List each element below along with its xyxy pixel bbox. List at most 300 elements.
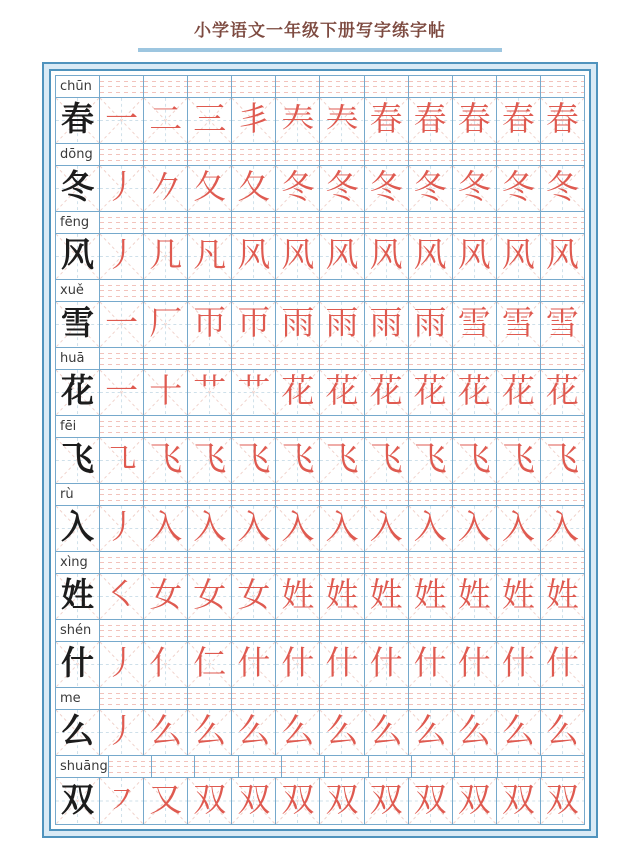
stroke-step-character: 风 bbox=[413, 238, 447, 274]
stroke-step-character: 风 bbox=[457, 238, 491, 274]
stroke-step-character: 飞 bbox=[369, 442, 403, 478]
stroke-step-character: 双 bbox=[281, 782, 315, 819]
pinyin-cell bbox=[541, 76, 584, 98]
stroke-step-character: 雪 bbox=[545, 306, 579, 342]
practice-cell bbox=[144, 234, 188, 280]
stroke-step-character: 飞 bbox=[149, 442, 183, 478]
stroke-step-character: 什 bbox=[281, 646, 315, 682]
pinyin-cell bbox=[276, 144, 320, 166]
model-character-cell bbox=[56, 302, 100, 348]
stroke-step-character: 入 bbox=[501, 510, 535, 546]
pinyin-label-cell bbox=[56, 212, 100, 234]
pinyin-cell bbox=[453, 348, 497, 370]
stroke-step-character: 么 bbox=[281, 714, 315, 750]
practice-cell bbox=[276, 166, 320, 212]
practice-cell bbox=[144, 778, 188, 824]
practice-cell bbox=[497, 370, 541, 416]
pinyin-cell bbox=[365, 484, 409, 506]
practice-cell bbox=[497, 574, 541, 620]
practice-cell bbox=[188, 302, 232, 348]
character-row bbox=[56, 778, 584, 824]
pinyin-cell bbox=[188, 688, 232, 710]
title-underline bbox=[138, 48, 502, 52]
practice-cell bbox=[232, 778, 276, 824]
pinyin-cell bbox=[188, 76, 232, 98]
pinyin-label-cell bbox=[56, 688, 100, 710]
stroke-step-character: 入 bbox=[545, 510, 579, 546]
model-character-cell bbox=[56, 778, 100, 824]
stroke-step-character: 双 bbox=[237, 782, 271, 819]
practice-cell bbox=[365, 166, 409, 212]
stroke-step-character: 入 bbox=[149, 510, 183, 546]
stroke-step-character: 春 bbox=[369, 102, 403, 138]
pinyin-cell bbox=[365, 348, 409, 370]
stroke-step-character: 雨 bbox=[325, 306, 359, 342]
pinyin-cell bbox=[497, 280, 541, 302]
stroke-step-character: 飞 bbox=[281, 442, 315, 478]
practice-cell bbox=[100, 438, 144, 484]
stroke-step-character: 帀 bbox=[193, 306, 227, 342]
practice-cell bbox=[232, 98, 276, 144]
stroke-step-character: 什 bbox=[545, 646, 579, 682]
pinyin-label: rù bbox=[60, 487, 74, 502]
pinyin-cell bbox=[365, 416, 409, 438]
stroke-step-character: 一 bbox=[105, 102, 139, 138]
pinyin-cell bbox=[365, 76, 409, 98]
practice-cell bbox=[365, 506, 409, 552]
model-character: 春 bbox=[61, 102, 95, 138]
pinyin-cell bbox=[232, 348, 276, 370]
practice-cell bbox=[320, 574, 364, 620]
stroke-step-character: 双 bbox=[545, 782, 579, 819]
practice-cell bbox=[409, 642, 453, 688]
pinyin-cell bbox=[144, 280, 188, 302]
practice-cell bbox=[100, 302, 144, 348]
pinyin-cell bbox=[365, 212, 409, 234]
stroke-step-character: 冬 bbox=[281, 170, 315, 206]
pinyin-cell bbox=[365, 688, 409, 710]
stroke-step-character: 入 bbox=[193, 510, 227, 546]
practice-cell bbox=[320, 710, 364, 756]
pinyin-cell bbox=[365, 280, 409, 302]
stroke-step-character: 花 bbox=[369, 374, 403, 410]
pinyin-label-cell bbox=[56, 280, 100, 302]
stroke-step-character: 风 bbox=[325, 238, 359, 274]
stroke-step-character: 夂 bbox=[237, 170, 271, 206]
pinyin-cell bbox=[541, 416, 584, 438]
model-character: 飞 bbox=[61, 442, 95, 478]
model-character: 冬 bbox=[61, 170, 95, 206]
pinyin-cell bbox=[100, 484, 144, 506]
pinyin-label: shén bbox=[60, 623, 92, 638]
stroke-step-character: 双 bbox=[193, 782, 227, 819]
model-character: 花 bbox=[61, 374, 95, 410]
stroke-step-character: ㇈ bbox=[105, 442, 139, 478]
pinyin-label-cell bbox=[56, 144, 100, 166]
practice-cell bbox=[453, 778, 497, 824]
pinyin-cell bbox=[409, 212, 453, 234]
pinyin-row bbox=[56, 552, 584, 574]
stroke-step-character: 冬 bbox=[457, 170, 491, 206]
stroke-step-character: 花 bbox=[457, 374, 491, 410]
pinyin-cell bbox=[276, 76, 320, 98]
pinyin-cell bbox=[188, 144, 232, 166]
practice-cell bbox=[100, 710, 144, 756]
practice-cell bbox=[453, 710, 497, 756]
pinyin-cell bbox=[365, 552, 409, 574]
practice-cell bbox=[365, 778, 409, 824]
character-row bbox=[56, 166, 584, 212]
practice-cell bbox=[541, 166, 584, 212]
pinyin-cell bbox=[144, 76, 188, 98]
stroke-step-character: 飞 bbox=[325, 442, 359, 478]
pinyin-cell bbox=[497, 416, 541, 438]
stroke-step-character: 么 bbox=[193, 714, 227, 750]
stroke-step-character: 么 bbox=[369, 714, 403, 750]
pinyin-cell bbox=[239, 756, 282, 778]
pinyin-cell bbox=[409, 620, 453, 642]
pinyin-cell bbox=[497, 212, 541, 234]
pinyin-cell bbox=[541, 552, 584, 574]
practice-cell bbox=[541, 438, 584, 484]
pinyin-cell bbox=[195, 756, 238, 778]
stroke-step-character: 女 bbox=[149, 578, 183, 614]
practice-cell bbox=[320, 166, 364, 212]
character-row bbox=[56, 506, 584, 552]
practice-cell bbox=[276, 710, 320, 756]
pinyin-row bbox=[56, 76, 584, 98]
pinyin-cell bbox=[453, 416, 497, 438]
stroke-step-character: 丿 bbox=[105, 238, 139, 274]
stroke-step-character: 姓 bbox=[281, 578, 315, 614]
stroke-step-character: 春 bbox=[501, 102, 535, 138]
pinyin-cell bbox=[232, 416, 276, 438]
stroke-step-character: 飞 bbox=[501, 442, 535, 478]
pinyin-cell bbox=[409, 76, 453, 98]
stroke-step-character: 𡗗 bbox=[325, 102, 359, 138]
practice-cell bbox=[320, 370, 364, 416]
practice-cell bbox=[497, 642, 541, 688]
stroke-step-character: 么 bbox=[325, 714, 359, 750]
practice-cell bbox=[541, 710, 584, 756]
stroke-step-character: 双 bbox=[325, 782, 359, 819]
pinyin-cell bbox=[188, 280, 232, 302]
practice-cell bbox=[188, 370, 232, 416]
model-character: 姓 bbox=[61, 578, 95, 614]
pinyin-cell bbox=[144, 552, 188, 574]
practice-cell bbox=[497, 166, 541, 212]
stroke-step-character: 丿 bbox=[105, 714, 139, 750]
practice-cell bbox=[188, 574, 232, 620]
model-character-cell bbox=[56, 710, 100, 756]
stroke-step-character: 风 bbox=[369, 238, 403, 274]
model-character-cell bbox=[56, 642, 100, 688]
practice-cell bbox=[409, 166, 453, 212]
stroke-step-character: 花 bbox=[281, 374, 315, 410]
practice-cell bbox=[100, 574, 144, 620]
character-row bbox=[56, 302, 584, 348]
practice-cell bbox=[365, 234, 409, 280]
practice-cell bbox=[188, 234, 232, 280]
pinyin-cell bbox=[365, 144, 409, 166]
stroke-step-character: 姓 bbox=[457, 578, 491, 614]
practice-cell bbox=[100, 234, 144, 280]
practice-cell bbox=[188, 166, 232, 212]
stroke-step-character: 雨 bbox=[369, 306, 403, 342]
practice-cell bbox=[144, 370, 188, 416]
practice-cell bbox=[144, 642, 188, 688]
practice-cell bbox=[232, 642, 276, 688]
pinyin-cell bbox=[409, 688, 453, 710]
practice-cell bbox=[365, 98, 409, 144]
pinyin-cell bbox=[276, 552, 320, 574]
practice-cell bbox=[188, 98, 232, 144]
pinyin-cell bbox=[497, 688, 541, 710]
pinyin-cell bbox=[541, 688, 584, 710]
pinyin-label: huā bbox=[60, 351, 85, 366]
pinyin-cell bbox=[144, 416, 188, 438]
practice-cell bbox=[453, 642, 497, 688]
practice-cell bbox=[144, 710, 188, 756]
practice-cell bbox=[232, 574, 276, 620]
practice-cell bbox=[232, 302, 276, 348]
practice-cell bbox=[497, 234, 541, 280]
stroke-step-character: 三 bbox=[193, 102, 227, 138]
character-row bbox=[56, 710, 584, 756]
pinyin-cell bbox=[320, 484, 364, 506]
stroke-step-character: 么 bbox=[149, 714, 183, 750]
stroke-step-character: 什 bbox=[501, 646, 535, 682]
stroke-step-character: 丿 bbox=[105, 646, 139, 682]
pinyin-label: fēng bbox=[60, 215, 90, 230]
practice-cell bbox=[320, 98, 364, 144]
practice-cell bbox=[100, 166, 144, 212]
practice-cell bbox=[409, 302, 453, 348]
pinyin-cell bbox=[144, 620, 188, 642]
pinyin-row bbox=[56, 620, 584, 642]
practice-cell bbox=[365, 438, 409, 484]
stroke-step-character: 一 bbox=[105, 374, 139, 410]
practice-cell bbox=[541, 506, 584, 552]
stroke-step-character: 二 bbox=[149, 102, 183, 138]
practice-cell bbox=[409, 438, 453, 484]
stroke-step-character: 花 bbox=[325, 374, 359, 410]
stroke-step-character: 风 bbox=[501, 238, 535, 274]
pinyin-cell bbox=[320, 688, 364, 710]
copybook-frame bbox=[42, 62, 598, 838]
pinyin-cell bbox=[100, 688, 144, 710]
pinyin-cell bbox=[409, 484, 453, 506]
pinyin-cell bbox=[100, 280, 144, 302]
pinyin-cell bbox=[144, 144, 188, 166]
practice-cell bbox=[276, 370, 320, 416]
practice-cell bbox=[497, 98, 541, 144]
pinyin-cell bbox=[144, 688, 188, 710]
model-character-cell bbox=[56, 506, 100, 552]
practice-cell bbox=[320, 642, 364, 688]
pinyin-cell bbox=[144, 212, 188, 234]
model-character: 么 bbox=[61, 714, 95, 750]
practice-cell bbox=[188, 642, 232, 688]
stroke-step-character: 么 bbox=[501, 714, 535, 750]
pinyin-row bbox=[56, 144, 584, 166]
stroke-step-character: 冬 bbox=[501, 170, 535, 206]
practice-cell bbox=[144, 166, 188, 212]
pinyin-label-cell bbox=[56, 484, 100, 506]
stroke-step-character: 什 bbox=[369, 646, 403, 682]
stroke-step-character: 姓 bbox=[545, 578, 579, 614]
character-row bbox=[56, 438, 584, 484]
stroke-step-character: 女 bbox=[237, 578, 271, 614]
practice-cell bbox=[100, 778, 144, 824]
practice-cell bbox=[453, 234, 497, 280]
practice-cell bbox=[276, 98, 320, 144]
pinyin-label: chūn bbox=[60, 79, 92, 94]
practice-cell bbox=[541, 574, 584, 620]
stroke-step-character: 双 bbox=[413, 782, 447, 819]
pinyin-cell bbox=[320, 416, 364, 438]
practice-cell bbox=[144, 98, 188, 144]
character-row bbox=[56, 370, 584, 416]
pinyin-cell bbox=[409, 552, 453, 574]
stroke-step-character: 厂 bbox=[149, 306, 183, 342]
pinyin-label-cell bbox=[56, 620, 100, 642]
practice-cell bbox=[409, 370, 453, 416]
character-row bbox=[56, 234, 584, 280]
practice-cell bbox=[453, 166, 497, 212]
practice-cell bbox=[232, 234, 276, 280]
stroke-step-character: 花 bbox=[545, 374, 579, 410]
model-character-cell bbox=[56, 438, 100, 484]
model-character-cell bbox=[56, 98, 100, 144]
pinyin-cell bbox=[188, 552, 232, 574]
pinyin-cell bbox=[276, 688, 320, 710]
practice-cell bbox=[365, 574, 409, 620]
pinyin-cell bbox=[188, 348, 232, 370]
stroke-step-character: 入 bbox=[369, 510, 403, 546]
practice-grid bbox=[55, 75, 585, 825]
pinyin-cell bbox=[497, 552, 541, 574]
practice-cell bbox=[453, 438, 497, 484]
pinyin-cell bbox=[409, 416, 453, 438]
pinyin-cell bbox=[320, 144, 364, 166]
stroke-step-character: 飞 bbox=[413, 442, 447, 478]
pinyin-label-cell bbox=[56, 348, 100, 370]
practice-cell bbox=[276, 234, 320, 280]
practice-cell bbox=[232, 370, 276, 416]
pinyin-cell bbox=[100, 620, 144, 642]
stroke-step-character: 姓 bbox=[413, 578, 447, 614]
pinyin-cell bbox=[541, 348, 584, 370]
pinyin-cell bbox=[232, 144, 276, 166]
practice-cell bbox=[232, 438, 276, 484]
pinyin-cell bbox=[232, 484, 276, 506]
practice-cell bbox=[276, 574, 320, 620]
pinyin-label: xuě bbox=[60, 283, 84, 298]
practice-cell bbox=[541, 642, 584, 688]
stroke-step-character: 风 bbox=[281, 238, 315, 274]
pinyin-cell bbox=[497, 76, 541, 98]
pinyin-cell bbox=[100, 416, 144, 438]
stroke-step-character: 么 bbox=[545, 714, 579, 750]
pinyin-cell bbox=[455, 756, 498, 778]
pinyin-cell bbox=[232, 552, 276, 574]
stroke-step-character: 又 bbox=[149, 782, 183, 819]
pinyin-cell bbox=[100, 76, 144, 98]
stroke-step-character: 姓 bbox=[501, 578, 535, 614]
stroke-step-character: 春 bbox=[413, 102, 447, 138]
stroke-step-character: 帀 bbox=[237, 306, 271, 342]
practice-cell bbox=[188, 506, 232, 552]
stroke-step-character: 双 bbox=[501, 782, 535, 819]
practice-cell bbox=[453, 370, 497, 416]
pinyin-cell bbox=[453, 620, 497, 642]
stroke-step-character: 花 bbox=[501, 374, 535, 410]
stroke-step-character: 飞 bbox=[193, 442, 227, 478]
pinyin-cell bbox=[320, 348, 364, 370]
stroke-step-character: 丯 bbox=[237, 102, 271, 138]
pinyin-cell bbox=[541, 212, 584, 234]
practice-cell bbox=[409, 98, 453, 144]
pinyin-cell bbox=[541, 620, 584, 642]
practice-cell bbox=[232, 166, 276, 212]
practice-cell bbox=[320, 506, 364, 552]
pinyin-cell bbox=[109, 756, 152, 778]
pinyin-label: xìng bbox=[60, 555, 88, 570]
pinyin-cell bbox=[232, 688, 276, 710]
practice-cell bbox=[320, 778, 364, 824]
practice-cell bbox=[144, 302, 188, 348]
stroke-step-character: 𠂊 bbox=[149, 170, 183, 206]
pinyin-cell bbox=[276, 416, 320, 438]
practice-cell bbox=[232, 506, 276, 552]
stroke-step-character: 入 bbox=[325, 510, 359, 546]
stroke-step-character: 冬 bbox=[545, 170, 579, 206]
stroke-step-character: 姓 bbox=[325, 578, 359, 614]
practice-cell bbox=[144, 506, 188, 552]
stroke-step-character: ㇛ bbox=[105, 578, 139, 614]
pinyin-cell bbox=[541, 484, 584, 506]
stroke-step-character: 冬 bbox=[413, 170, 447, 206]
stroke-step-character: 入 bbox=[281, 510, 315, 546]
stroke-step-character: 夂 bbox=[193, 170, 227, 206]
practice-cell bbox=[453, 302, 497, 348]
stroke-step-character: 什 bbox=[457, 646, 491, 682]
stroke-step-character: ㇇ bbox=[105, 782, 139, 819]
pinyin-cell bbox=[453, 144, 497, 166]
stroke-step-character: 雨 bbox=[281, 306, 315, 342]
stroke-step-character: 雪 bbox=[457, 306, 491, 342]
stroke-step-character: 入 bbox=[237, 510, 271, 546]
pinyin-cell bbox=[276, 620, 320, 642]
pinyin-cell bbox=[409, 280, 453, 302]
stroke-step-character: 女 bbox=[193, 578, 227, 614]
pinyin-cell bbox=[409, 348, 453, 370]
pinyin-cell bbox=[320, 280, 364, 302]
stroke-step-character: 春 bbox=[457, 102, 491, 138]
pinyin-label: shuāng bbox=[60, 759, 108, 774]
pinyin-cell bbox=[453, 484, 497, 506]
practice-cell bbox=[409, 574, 453, 620]
pinyin-cell bbox=[542, 756, 584, 778]
practice-cell bbox=[100, 506, 144, 552]
pinyin-cell bbox=[453, 552, 497, 574]
model-character-cell bbox=[56, 370, 100, 416]
stroke-step-character: 仁 bbox=[193, 646, 227, 682]
pinyin-cell bbox=[144, 484, 188, 506]
pinyin-row bbox=[56, 756, 584, 778]
pinyin-row bbox=[56, 416, 584, 438]
